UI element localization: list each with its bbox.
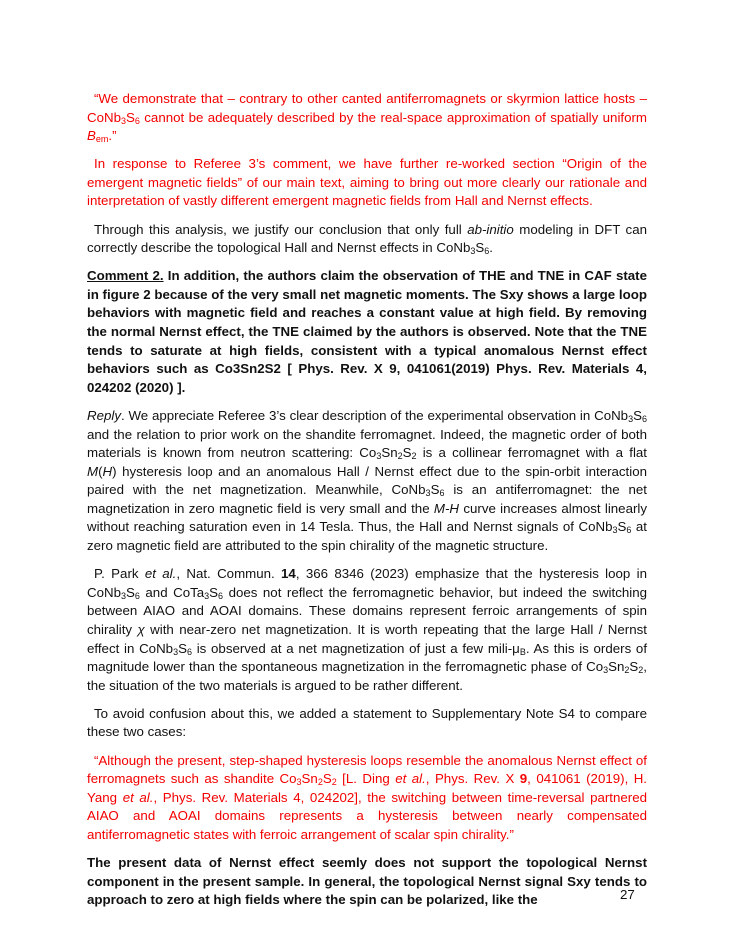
comment-2 bbox=[87, 267, 647, 397]
text-run: with near-zero net magnetization. It is worth repeating that the large Hall / Nernst effect in CoNb bbox=[87, 621, 647, 656]
text-run: The present data of Nernst effect seemly does not support the topological Nernst component in the present sample. In general, the topological Nernst signal Sxy tends to approach to zero at high fields where the spin can be polarized, like the bbox=[87, 854, 647, 908]
text-run: H bbox=[102, 463, 113, 479]
text-run: at zero magnetic field are attributed to the spin chirality of the magnetic structure. bbox=[87, 519, 647, 554]
text-run: 3 bbox=[204, 590, 210, 601]
text-run: 6 bbox=[641, 413, 647, 424]
text-run: 3 bbox=[121, 590, 127, 601]
text-run: In addition, the authors claim the observation of THE and TNE in CAF state in figure 2 because of the very small net magnetic moments. The Sxy shows a large loop behaviors with magnetic field and reaches a constant value at high field. By removing the normal Nernst effect, the TNE claimed by the authors is observed. Note that the TNE tends to saturate at high fields, consistent with a typical anomalous Nernst effect behaviors such as Co3Sn2S2 [ Phys. Rev. X 9, 041061(2019) Phys. Rev. Materials 4, 024202 (2020) ]. bbox=[87, 268, 647, 395]
text-run: . As this is orders of magnitude lower than the spontaneous magnetization in the ferromagnetic phase of Co bbox=[87, 640, 648, 675]
park-paragraph bbox=[87, 565, 647, 695]
text-run: 2 bbox=[397, 451, 403, 462]
text-run: 6 bbox=[439, 488, 445, 499]
text-run: S bbox=[629, 659, 639, 675]
text-run: 6 bbox=[186, 646, 192, 657]
text-run: et al. bbox=[144, 566, 177, 582]
text-run: 3 bbox=[603, 665, 609, 676]
text-run: em bbox=[95, 134, 109, 145]
text-run: To avoid confusion about this, we added a statement to Supplementary Note S4 to compare these two cases: bbox=[87, 705, 647, 740]
text-run: S bbox=[126, 584, 135, 600]
response-referee3 bbox=[87, 155, 647, 211]
text-run: S bbox=[126, 109, 135, 125]
text-run: , 041061 (2019), H. Yang bbox=[87, 771, 648, 805]
text-run: 6 bbox=[484, 246, 490, 257]
text-run: 2 bbox=[624, 665, 630, 676]
text-run: B bbox=[519, 646, 526, 657]
text-run: and CoTa bbox=[139, 584, 205, 600]
text-run: “Although the present, step-shaped hysteresis loops resemble the anomalous Nernst effect of ferromagnets such as shandite Co bbox=[87, 752, 647, 787]
text-run: Through this analysis, we justify our conclusion that only full bbox=[94, 221, 468, 237]
text-run: 6 bbox=[218, 590, 224, 601]
page-number: 27 bbox=[620, 887, 635, 902]
text-run: 3 bbox=[612, 525, 618, 536]
text-run: , Phys. Rev. Materials 4, 024202], the switching between time-reversal partnered AIAO and AOAI domains represents a hysteresis between nearly compensated antiferromagnetic states with ferroic arrangement of scalar spin chirality.” bbox=[87, 789, 648, 842]
text-run: ( bbox=[98, 463, 103, 479]
text-run: 14 bbox=[281, 566, 296, 582]
text-run: M-H bbox=[433, 500, 460, 516]
text-run: P. Park bbox=[94, 566, 145, 582]
text-run: M bbox=[87, 463, 99, 479]
text-run: [L. Ding bbox=[336, 771, 396, 787]
referee-comment-continued bbox=[87, 854, 647, 910]
text-run: , the situation of the two materials is argued to be rather different. bbox=[87, 659, 647, 693]
text-run: S bbox=[430, 482, 440, 498]
text-run: is a collinear ferromagnet with a flat bbox=[416, 445, 647, 461]
text-run: does not reflect the ferromagnetic behavior, but indeed the switching between AIAO and AOAI domains. These domains represent ferroic arrangements of spin chirality bbox=[87, 584, 647, 637]
text-run: 3 bbox=[173, 646, 179, 657]
text-run: S bbox=[633, 407, 642, 423]
text-run: 3 bbox=[425, 488, 431, 499]
text-run: 6 bbox=[134, 590, 140, 601]
text-run: et al. bbox=[395, 771, 426, 787]
text-run: Sn bbox=[381, 445, 398, 461]
text-run: and the relation to prior work on the shandite ferromagnet. Indeed, the magnetic order of both materials is known from neutron scattering: Co bbox=[87, 426, 647, 461]
text-run: S bbox=[402, 445, 412, 461]
text-run: 2 bbox=[411, 451, 417, 462]
reply-paragraph bbox=[87, 407, 647, 556]
text-run: . bbox=[489, 240, 493, 256]
text-run: In response to Referee 3’s comment, we have further re-worked section “Origin of the emergent magnetic fields” of our main text, aiming to bring out more clearly our rationale and interpretation of vastly different emergent magnetic fields from Hall and Nernst effects. bbox=[87, 156, 647, 209]
text-run: 3 bbox=[470, 246, 476, 257]
text-run: modeling in DFT can correctly describe the topological Hall and Nernst effects in CoNb bbox=[87, 221, 647, 256]
document-body bbox=[87, 90, 647, 919]
text-run: 9 bbox=[519, 771, 528, 787]
text-run: is an antiferromagnet: the net magnetization in zero magnetic field is very small and the bbox=[87, 482, 647, 516]
text-run: 3 bbox=[376, 451, 382, 462]
text-run: S bbox=[322, 771, 332, 787]
text-run: B bbox=[87, 128, 96, 144]
text-run: curve increases almost linearly without reaching saturation even in 14 Tesla. Thus, the Hall and Nernst signals of CoNb bbox=[87, 500, 647, 535]
conclusion-paragraph bbox=[87, 221, 647, 258]
quote-supplementary bbox=[87, 752, 647, 845]
text-run: “We demonstrate that – contrary to other canted antiferromagnets or skyrmion lattice hosts – CoNb bbox=[87, 91, 647, 125]
text-run: , Nat. Commun. bbox=[176, 566, 282, 582]
text-run: S bbox=[178, 640, 187, 656]
text-run: , 366 8346 (2023) emphasize that the hysteresis loop in CoNb bbox=[87, 566, 647, 600]
text-run: 2 bbox=[317, 777, 323, 788]
text-run: et al. bbox=[122, 789, 154, 805]
text-run: Sn bbox=[301, 771, 318, 787]
text-run: 2 bbox=[331, 777, 337, 788]
text-run: S bbox=[475, 240, 485, 256]
text-run: ) hysteresis loop and an anomalous Hall / Nernst effect due to the spin-orbit interaction paired with the net magnetization. Meanwhile, CoNb bbox=[87, 463, 647, 498]
text-run: 6 bbox=[134, 115, 140, 126]
text-run: χ bbox=[137, 621, 145, 637]
text-run: Sn bbox=[608, 659, 625, 675]
text-run: is observed at a net magnetization of just a few mili-μ bbox=[191, 640, 520, 656]
text-run: Reply bbox=[87, 407, 121, 423]
text-run: ab-initio bbox=[467, 221, 514, 237]
text-run: 3 bbox=[121, 115, 127, 126]
text-run: 3 bbox=[628, 413, 634, 424]
text-run: S bbox=[209, 584, 219, 600]
text-run: 3 bbox=[296, 777, 302, 788]
quote-bem bbox=[87, 90, 647, 146]
text-run: .” bbox=[108, 128, 117, 144]
avoid-confusion-paragraph bbox=[87, 705, 647, 742]
text-run: 6 bbox=[626, 525, 632, 536]
text-run: S bbox=[617, 519, 627, 535]
text-run: cannot be adequately described by the real-space approximation of spatially uniform bbox=[139, 109, 647, 125]
text-run: . We appreciate Referee 3’s clear description of the experimental observation in CoNb bbox=[121, 407, 629, 423]
text-run: Comment 2. bbox=[87, 268, 164, 284]
text-run: , Phys. Rev. X bbox=[425, 771, 520, 787]
text-run: 2 bbox=[638, 665, 644, 676]
